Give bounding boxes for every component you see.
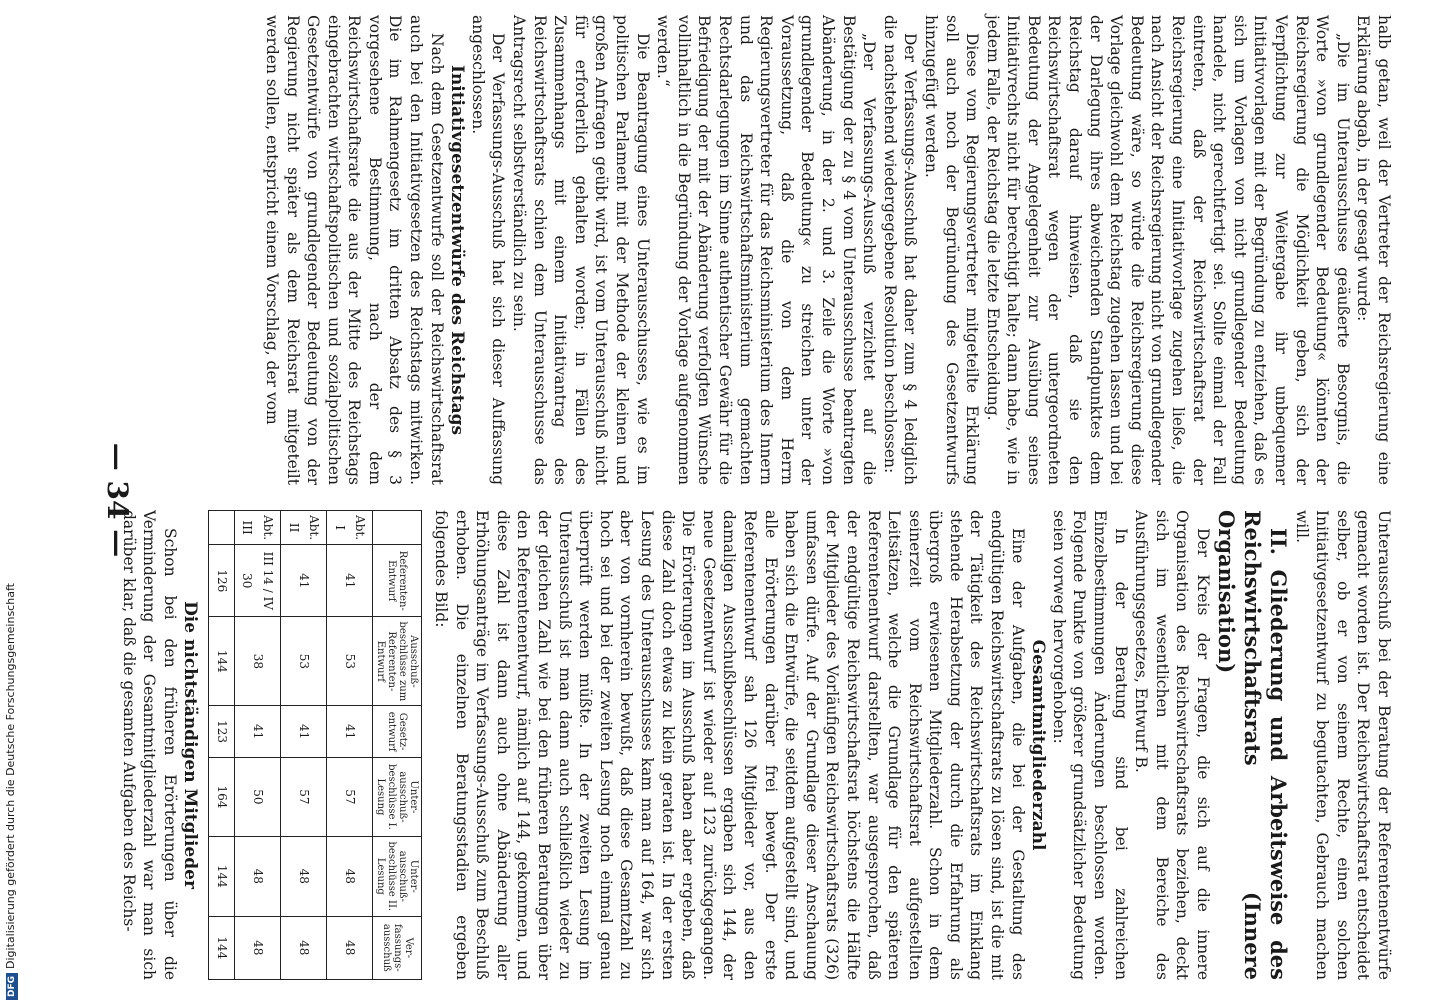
quote-paragraph: „Die im Unterausschusse geäußerte Besorgnis, die Worte »von grundlegender Bedeutung« könnten der Reichsregierung die Möglichkeit geben, sich der Verpflichtung zur Weitergabe ihr unbequemer Initiativvorlagen mit der Begründung zu entziehen, daß es sich um Vorlagen von nicht grundlegender Bedeutung handele, nicht gerechtfertigt sei. Sollte einmal der Fall eintreten, daß der Reichswirtschaftsrat der Reichsregierung eine Initiativvorlage zugehen ließe, die nach Ansicht der Reichsregierung nicht von grundlegender Bedeutung wäre, so würde die Reichsregierung diese Vorlage gleichwohl dem Reichstag zugehen lassen und bei der Darlegung ihres abweichenden Standpunktes dem Reichstag darauf hinweisen, daß sie den Reichswirtschaftsrat wegen der untergeordneten Bedeutung der Angelegenheit zur Ausübung seines Initiativrechts nicht für berechtigt halte; dann habe, wie in jedem Falle, der Reichstag die letzte Entscheidung. <box>983 15 1352 485</box>
table-row <box>327 511 373 980</box>
table-cell: 41 <box>281 545 327 617</box>
table-cell: 41 <box>327 545 373 617</box>
table-cell: Abt. II <box>281 511 327 545</box>
table-cell: 144 <box>209 837 235 917</box>
section-heading: Initiativgesetzentwürfe des Reichstags <box>447 64 468 436</box>
table-cell <box>209 511 235 545</box>
section-heading: Gesamtmitgliederzahl <box>1028 639 1049 851</box>
table-cell: 144 <box>209 617 235 706</box>
table-cell: 50 <box>234 757 280 836</box>
table-header <box>373 511 422 545</box>
table-row <box>234 511 280 980</box>
table-total-row <box>209 511 235 980</box>
table-cell: 41 <box>234 706 280 758</box>
table-cell: 164 <box>209 757 235 836</box>
table-cell: 41 <box>327 706 373 758</box>
left-column <box>261 15 1394 485</box>
chapter-heading: II. Gliederung und Arbeitsweise des Reichswirtschaftsrats (Innere Organisation) <box>1214 510 1292 980</box>
table-cell: 53 <box>327 617 373 706</box>
table-header: Ausschuß-beschlüsse zum Referenten-Entwurf <box>373 617 422 706</box>
digitization-credit <box>4 583 18 1000</box>
paragraph: Der Verfassungs-Ausschuß hat sich dieser Auffassung angeschlossen. <box>468 15 508 485</box>
table-cell: Abt. I <box>327 511 373 545</box>
table-cell: 48 <box>327 916 373 979</box>
table-cell: 53 <box>281 617 327 706</box>
paragraph: Nach dem Gesetzentwurfe soll der Reichswirtschaftsrat auch bei den Initiativgesetzen des Reichstags mitwirken. Die im Rahmengesetz im dritten Absatz des § 3 vorgesehene Bestimmung, nach der dem Reichswirtschaftsrate die aus der Mitte des Reichstags eingebrachten wirtschaftspolitischen und sozialpolitischen Gesetzentwürfe von grundlegender Bedeutung von der Regierung nicht später als dem Reichsrat mitgeteilt werden sollen, entspricht einem Vorschlag, der vom <box>262 15 446 485</box>
paragraph: Eine der Aufgaben, die bei der Gestaltung des endgültigen Reichswirtschaftsrats zu lösen sind, ist die mit der Tätigkeit des Reichswirtschaftsrats im Einklang stehende Herabsetzung der durch die Erfahrung als übergroß erwiesenen Mitgliederzahl. Schon in dem seinerzeit vom Reichswirtschaftsrat aufgestellten Leitsätzen, welche die Grundlage für den späteren Referentenentwurf darstellten, war ausgesprochen, daß der endgültige Reichswirtschaftsrat höchstens die Hälfte der Mitglieder des Vorläufigen Reichswirtschaftsrats (326) umfassen dürfe. Auf der Grundlage dieser Anschauung haben sich die Entwürfe, die seitdem aufgestellt sind, und alle Erörterungen darüber frei bewegt. Der erste Referentenentwurf sah 126 Mitglieder vor, aus den damaligen Ausschußbeschlüssen ergaben sich 144, der neue Gesetzentwurf ist wieder auf 123 zurückgegangen. Die Erörterungen im Ausschuß haben aber ergeben, daß diese Zahl doch etwas zu klein geraten ist. In der ersten Lesung des Unterausschusses kam man auf 164, war sich aber von vornherein bewußt, daß diese Gesamtzahl zu hoch sei und bei der zweiten Lesung noch einmal genau überprüft werden müßte. In der zweiten Lesung im Unterausschuß ist man dann auch schließlich wieder zu der gleichen Zahl wie bei den früheren Beratungen über den Referentenentwurf, nämlich auf 144, gekommen, und diese Zahl ist dann auch ohne Abänderung aller Erhöhungsanträge im Verfassungs-Ausschuß zum Beschluß erhoben. Die einzelnen Beratungsstadien ergeben folgendes Bild: <box>432 510 1027 980</box>
table-header: Ver-fassungs-ausschuß <box>373 916 422 979</box>
section-heading: Die nichtständigen Mitglieder <box>180 601 201 889</box>
table-cell: 57 <box>281 757 327 836</box>
table-cell: 48 <box>281 916 327 979</box>
paragraph: Der Kreis der Fragen, die sich auf die innere Organisation des Reichswirtschaftsrats beziehen, deckt sich im wesentlichen mit dem Bereiche des Ausführungsgesetzes, Entwurf B. <box>1132 510 1213 980</box>
table-header: Unter-ausschuß-beschlüsse I. Lesung <box>373 757 422 836</box>
paragraph: Schon bei den früheren Erörterungen über die Verminderung der Gesamtmitgliederzahl war man sich darüber klar, daß die gesamten Aufgaben des Reichs- <box>119 510 179 980</box>
table-cell: 144 <box>209 916 235 979</box>
paragraph: halb getan, weil der Vertreter der Reichsregierung eine Erklärung abgab, in der gesagt wurde: <box>1354 15 1393 485</box>
credit-text: Digitalisierung gefördert durch die Deutsche Forschungsgemeinschaft <box>4 583 17 969</box>
table-cell: 38 <box>234 617 280 706</box>
table-header: Referenten-Entwurf <box>373 545 422 617</box>
members-table <box>208 510 422 980</box>
table-cell: 48 <box>234 916 280 979</box>
table-header: Gesetz-entwurf <box>373 706 422 758</box>
table-header-row <box>373 511 422 980</box>
table-cell: 48 <box>281 837 327 917</box>
paragraph: Die Beantragung eines Unterausschusses, wie es im politischen Parlament mit der Methode der kleinen und großen Anfragen geübt wird, ist vom Unterausschuß nicht für erforderlich gehalten worden; in Fällen des Zusammenhangs mit einem Initiativantrag des Reichswirtschaftsrats schien dem Unterausschusse das Antragsrecht selbstverständlich zu sein. <box>510 15 652 485</box>
table-cell: 41 <box>281 706 327 758</box>
table-cell: Abt. III <box>234 511 280 545</box>
page-number: — 34 — <box>101 442 134 558</box>
paragraph: In der Beratung sind bei zahlreichen Einzelbestimmungen Änderungen beschlossen worden. Folgende Punkte von größerer grundsätzlicher Bedeutung seien vorweg hervorgehoben: <box>1049 510 1130 980</box>
table-cell: 126 <box>209 545 235 617</box>
table-cell: 48 <box>234 837 280 917</box>
paragraph: Diese vom Regierungsvertreter mitgeteilte Erklärung soll auch noch der Begründung des Gesetzentwurfs hinzugefügt werden. <box>921 15 982 485</box>
dfg-logo: DFG <box>6 973 18 1000</box>
table-cell: 123 <box>209 706 235 758</box>
paragraph: Der Verfassungs-Ausschuß hat daher zum § 4 lediglich die nachstehend wiedergegebene Resolution beschlossen: <box>880 15 920 485</box>
table-cell: 48 <box>327 837 373 917</box>
table-cell: 57 <box>327 757 373 836</box>
right-column <box>118 510 1394 980</box>
table-header: Unter-ausschuß-beschlüsse II. Lesung <box>373 837 422 917</box>
table-row <box>281 511 327 980</box>
paragraph: Unterausschuß bei der Beratung der Referentenentwürfe gemacht worden ist. Der Reichswirtschaftsrat entscheidet selber, ob er von seinem Rechte, einen solchen Initiativgesetzentwurf zu begutachten, Gebrauch machen will. <box>1292 510 1393 980</box>
table-cell: III 14 / IV 30 <box>234 545 280 617</box>
quote-paragraph: „Der Verfassungs-Ausschuß verzichtet auf die Bestätigung der zu § 4 vom Unterausschusse beantragten Abänderung, in der 2. und 3. Zeile die Worte »von grundlegender Bedeutung« zu streichen unter der Voraussetzung, daß die von dem Herrn Regierungsvertreter für das Reichsministerium des Innern und das Reichswirtschaftsministerium gemachten Rechtsdarlegungen im Sinne authentischer Gewähr für die Befriedigung der mit der Abänderung verfolgten Wünsche vollinhaltlich in die Begründung der Vorlage aufgenommen werden.“ <box>654 15 879 485</box>
